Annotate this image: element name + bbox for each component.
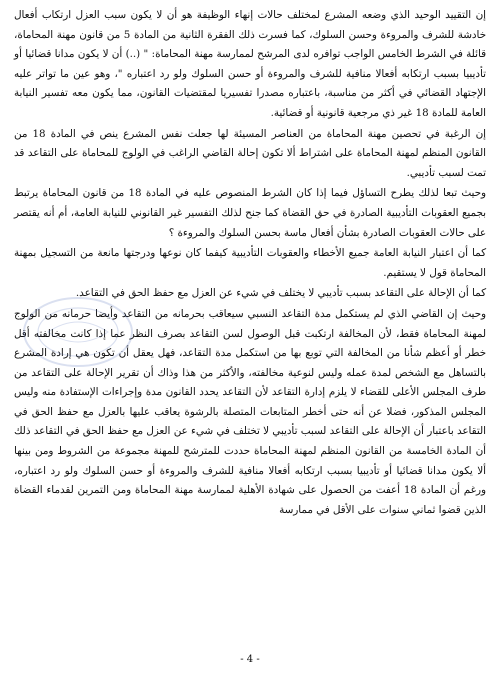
document-body xyxy=(14,6,486,520)
paragraph-disciplinary-restriction: إن التقييد الوحيد الذي وضعه المشرع لمختلف حالات إنهاء الوظيفة هو أن لا يكون سبب العزل ارتكاب أفعال خادشة للشرف والمروءة وحسن السلوك، كما فسرت ذلك الفقرة الثانية من المادة 5 من قانون مهنة المحاماة، قائلة في الشرط الخامس الواجب توافره لدى المرشح لممارسة مهنة المحاماة: " (..) أن لا يكون مدانا قضائيا أو تأديبيا بسبب ارتكابه أفعالا منافية للشرف والمروءة أو حسن السلوك ولو رد اعتباره "، وهو عين ما تواتر عليه الإجتهاد القضائي في أكثر من مناسبة، باعتباره مصدرا تفسيريا لمقتضيات القانون، مما يكون معه تفسير النيابة العامة للمادة 18 غير ذي مرجعية قانونية أو قضائية. xyxy=(14,9,487,119)
paragraph-protecting-profession: إن الرغبة في تحصين مهنة المحاماة من العناصر المسيئة لها جعلت نفس المشرع ينص في المادة 18 من القانون المنظم لمهنة المحاماة على اشتراط ألا تكون إحالة القاضي الراغب في الولوج للمحاماة على التقاعد قد تمت لسبب تأديبي. xyxy=(14,127,486,179)
paragraph-retirement-dismissal: كما أن الإحالة على التقاعد بسبب تأديبي لا يختلف في شيء عن العزل مع حفظ الحق في التقاعد. xyxy=(75,287,486,300)
paragraph-retirement-argument: وحيث إن القاضي الذي لم يستكمل مدة التقاعد النسبي سيعاقب بحرمانه من التقاعد وأيضا حرمانه من الولوج لمهنة المحاماة فقط، لأن المخالفة ارتكبت قبل الوصول لسن التقاعد بصرف النظر عما إذا كانت مخالفته أقل خطر أو أعظم شأنا من المخالفة التي توبع بها من استكمل مدة التقاعد، فهل يعقل أن تكون هي إرادة المشرع بالتساهل مع الشخص لمدة عمله وليس لنوعية مخالفته، والأكثر من هذا وذاك أن تقرير الإحالة على التقاعد من طرف المجلس الأعلى للقضاء لا يلزم إدارة التقاعد لأن التقاعد يحدد القانون مدة وإجراءات الإستفادة منه وليس المجلس المذكور، فضلا عن أنه حتى أخطر المتابعات المتصلة بالرشوة يعاقب عليها بالعزل مع حفظ الحق في التقاعد باعتبار أن الإحالة على التقاعد لسبب تأديبي لا تختلف في شيء عن العزل مع حفظ الحق في التقاعد ذلك أن المادة الخامسة من القانون المنظم لمهنة المحاماة حددت للمترشح للمهنة مجموعة من الشروط ومن بينها ألا يكون مدانا قضائيا أو تأديبيا بسبب ارتكابه أفعالا منافية للشرف والمروءة أو حسن السلوك ولو رد اعتباره، ورغم أن المادة 18 أعفت من الحصول على شهادة الأهلية لممارسة مهنة المحاماة ومن التمرين لقدماء القضاة الذين قضوا ثماني سنوات على الأقل في ممارسة xyxy=(14,307,486,516)
paragraph-article-18-question: وحيث تبعا لذلك يطرح التساؤل فيما إذا كان الشرط المنصوص عليه في المادة 18 من قانون المحاماة يرتبط بجميع العقوبات التأديبية الصادرة في حق القضاة كما جنح لذلك التفسير غير القانوني للنيابة العامة، أم أنه يقتصر على حالات العقوبات الصادرة بشأن أفعال ماسة بحسن السلوك والمروءة ؟ xyxy=(14,187,486,239)
paragraph-prosecution-position: كما أن اعتبار النيابة العامة جميع الأخطاء والعقوبات التأديبية كيفما كان نوعها ودرجتها مانعة من التسجيل بمهنة المحاماة قول لا يستقيم. xyxy=(14,247,486,279)
page-number: - 4 - xyxy=(240,654,260,665)
